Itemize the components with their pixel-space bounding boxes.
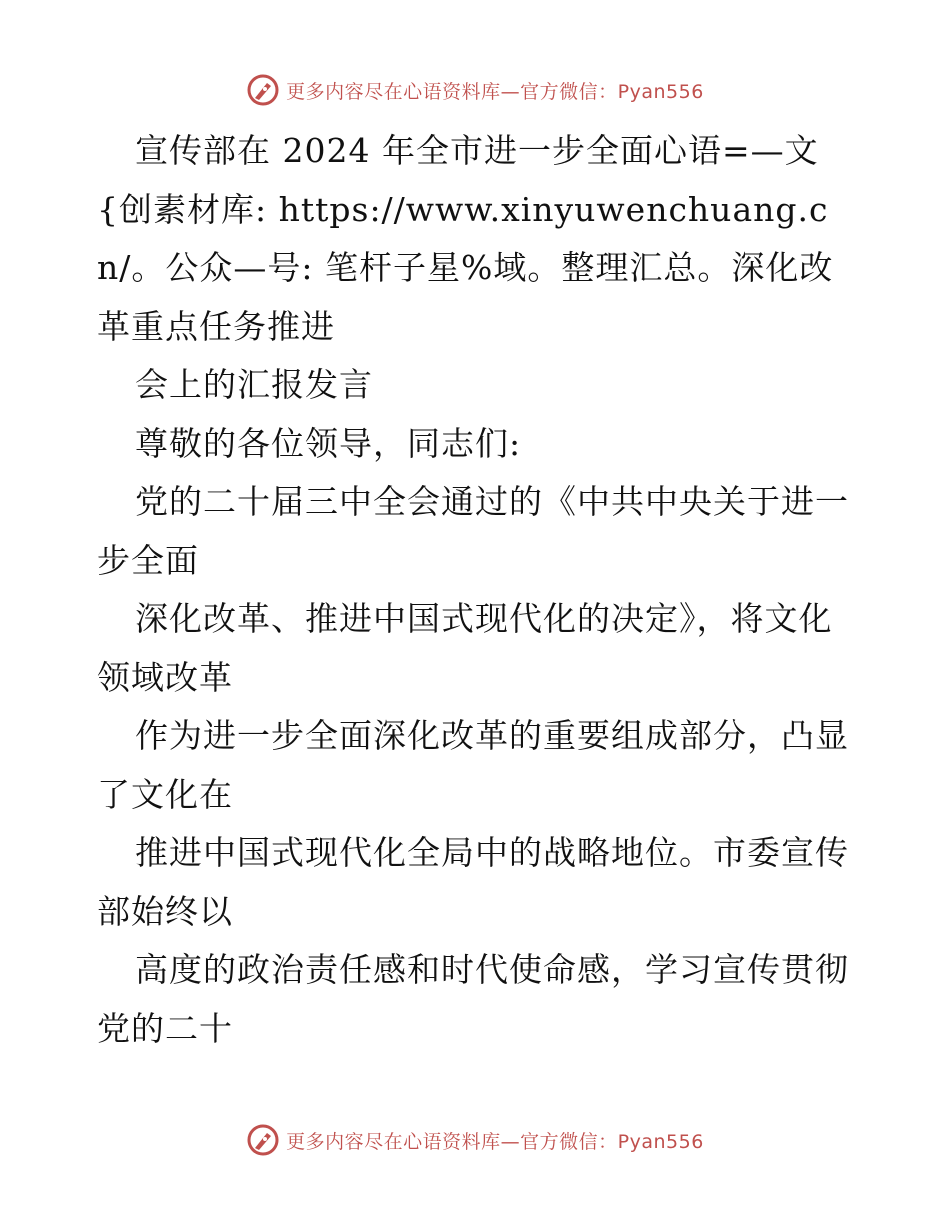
footer-banner (0, 1120, 950, 1160)
footer-banner-text: 更多内容尽在心语资料库—官方微信：Pyan556 (286, 1130, 704, 1153)
paragraph: 宣传部在 2024 年全市进一步全面心语=—文{创素材库: https://www.xinyuwenchuang.cn/。公众—号: 笔杆子星%域。整理汇总。深化改革重点任务推进 (97, 131, 834, 346)
pen-nib-icon (246, 73, 280, 107)
paragraph: 高度的政治责任感和时代使命感，学习宣传贯彻党的二十 (97, 950, 849, 1048)
paragraph: 作为进一步全面深化改革的重要组成部分，凸显了文化在 (97, 716, 849, 814)
header-banner (0, 70, 950, 110)
paragraph: 会上的汇报发言 (135, 365, 373, 404)
paragraph: 深化改革、推进中国式现代化的决定》，将文化领域改革 (97, 599, 833, 697)
header-banner-text: 更多内容尽在心语资料库—官方微信：Pyan556 (286, 80, 704, 103)
paragraph: 推进中国式现代化全局中的战略地位。市委宣传部始终以 (97, 833, 849, 931)
document-body (97, 122, 857, 1058)
pen-nib-icon (246, 1123, 280, 1157)
paragraph: 党的二十届三中全会通过的《中共中央关于进一步全面 (97, 482, 849, 580)
paragraph: 尊敬的各位领导，同志们: (135, 423, 522, 463)
